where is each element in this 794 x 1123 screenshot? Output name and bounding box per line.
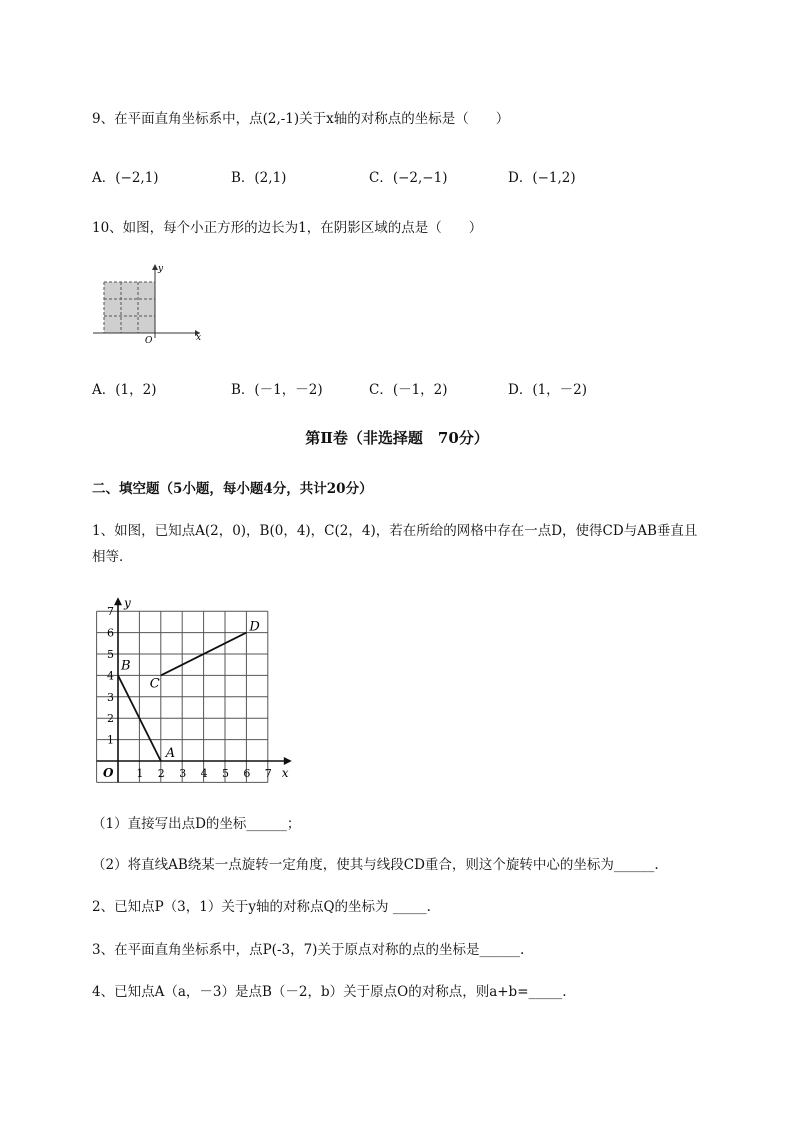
fill2-stem: 2、已知点P（3，1）关于y轴的对称点Q的坐标为 _____. [92,899,431,915]
q10-stem: 10、如图，每个小正方形的边长为1，在阴影区域的点是（ ） [92,220,483,236]
y-tick-label: 4 [107,669,114,683]
y-tick-label: 5 [107,648,114,661]
point-label-c: C [149,676,160,692]
x-tick-label: 6 [243,767,251,780]
grid-lines [97,611,268,782]
fill4-stem: 4、已知点A（a，－3）是点B（－2，b）关于原点O的对称点，则a+b=_____. [92,984,567,1000]
q10-option-d: D．(1，－2) [508,382,588,398]
fill1-sub1: （1）直接写出点D的坐标______； [92,816,301,832]
q10-y-label: y [158,264,164,274]
q10-origin-label: O [145,336,153,346]
x-axis-label: x [281,766,289,780]
point-label-b: B [121,658,131,674]
y-axis-label: y [124,596,131,611]
part2-title: 第Ⅱ卷（非选择题 70分） [305,429,489,447]
q9-option-b: B．(2,1) [231,170,287,186]
x-tick-label: 7 [264,767,272,780]
section-heading: 二、填空题（5小题，每小题4分，共计20分） [92,481,373,497]
x-axis-arrow [284,757,292,765]
q10-figure [90,258,215,348]
q10-x-label: x [196,333,202,343]
y-tick-label: 7 [107,605,114,619]
point-label-a: A [165,746,176,761]
x-tick-label: 2 [157,767,165,780]
y-tick-label: 3 [107,690,114,704]
fill1-figure [90,588,300,788]
shaded-region [104,282,155,333]
x-tick-label: 1 [136,767,144,780]
q9-stem: 9、在平面直角坐标系中，点(2,-1)关于x轴的对称点的坐标是（ ） [92,111,510,127]
q9-option-a: A．(−2,1) [92,170,159,186]
point-label-d: D [249,619,260,635]
q9-option-d: D．(−1,2) [508,170,576,186]
origin-label: O [103,766,114,780]
q10-option-b: B．(－1，－2) [231,382,323,398]
fill1-stem-line1: 1、如图，已知点A(2，0)，B(0，4)，C(2，4)，若在所给的网格中存在一点D，使得CD与AB垂直且 [92,523,698,539]
fill1-stem-line2: 相等． [92,549,133,565]
tick-labels [103,596,289,780]
q9-option-c: C．(−2,−1) [369,170,448,186]
x-tick-label: 5 [222,767,229,780]
y-tick-label: 6 [107,626,114,640]
x-tick-label: 4 [200,767,208,780]
x-tick-label: 3 [179,767,187,780]
fill3-stem: 3、在平面直角坐标系中，点P(-3，7)关于原点对称的点的坐标是______. [92,942,525,958]
fill1-sub2: （2）将直线AB绕某一点旋转一定角度，使其与线段CD重合，则这个旋转中心的坐标为______. [92,857,659,873]
y-tick-label: 2 [107,712,114,726]
q10-option-a: A．(1，2) [92,382,157,398]
y-axis-arrow [114,597,122,605]
y-tick-label: 1 [107,733,114,747]
q10-option-c: C．(－1，2) [369,382,448,398]
